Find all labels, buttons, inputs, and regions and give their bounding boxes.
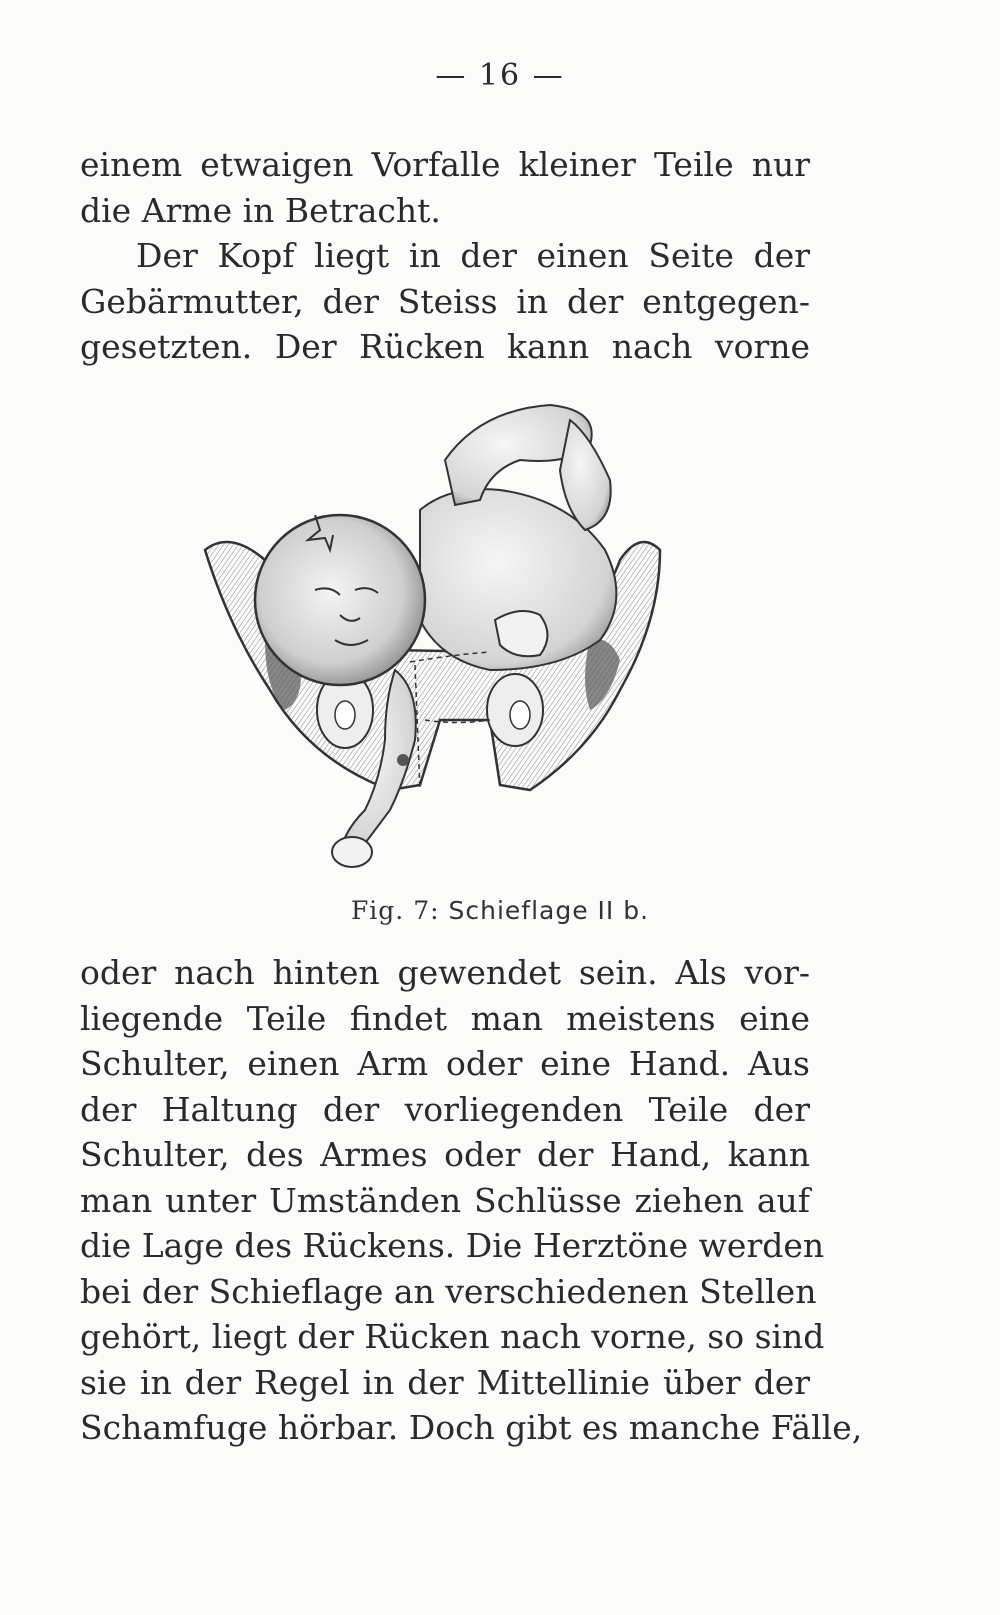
text-line: oder nach hinten gewendet sein. Als vor- <box>80 953 810 992</box>
text-line: man unter Umständen Schlüsse ziehen auf <box>80 1180 810 1220</box>
text-line: Schulter, des Armes oder der Hand, kann <box>80 1135 810 1174</box>
text-line: einem etwaigen Vorfalle kleiner Teile nur <box>80 145 810 184</box>
text-line: der Haltung der vorliegenden Teile der <box>80 1089 810 1129</box>
text-line: die Arme in Betracht. <box>80 190 441 230</box>
text-line: gesetzten. Der Rücken kann nach vorne <box>80 327 810 366</box>
text-line: die Lage des Rückens. Die Herztöne werden <box>80 1226 825 1265</box>
text-line: gehört, liegt der Rücken nach vorne, so sind <box>80 1317 825 1356</box>
figure-caption-prefix: Fig. 7: <box>350 896 440 925</box>
page-number: — 16 — <box>435 58 565 93</box>
paragraph-bottom <box>80 950 863 1451</box>
text-line: bei der Schieflage an verschiedenen Stellen <box>80 1271 817 1311</box>
text-line: Der Kopf liegt in der einen Seite der <box>136 236 810 275</box>
text-line: Schulter, einen Arm oder eine Hand. Aus <box>80 1044 810 1083</box>
text-line: sie in der Regel in der Mittellinie über der <box>80 1362 810 1402</box>
fetus-drawing <box>255 405 616 867</box>
text-line: Gebärmutter, der Steiss in der entgegen- <box>80 281 810 321</box>
text-line: Schamfuge hörbar. Doch gibt es manche Fälle, <box>80 1408 863 1447</box>
fetus-pelvis-illustration <box>190 390 700 890</box>
text-line: liegende Teile findet man meistens eine <box>80 998 810 1038</box>
paragraph-top <box>80 142 810 370</box>
figure-caption-text: Schieflage II b. <box>448 896 650 925</box>
figure-illustration <box>190 390 700 890</box>
figure-caption <box>0 896 1000 925</box>
